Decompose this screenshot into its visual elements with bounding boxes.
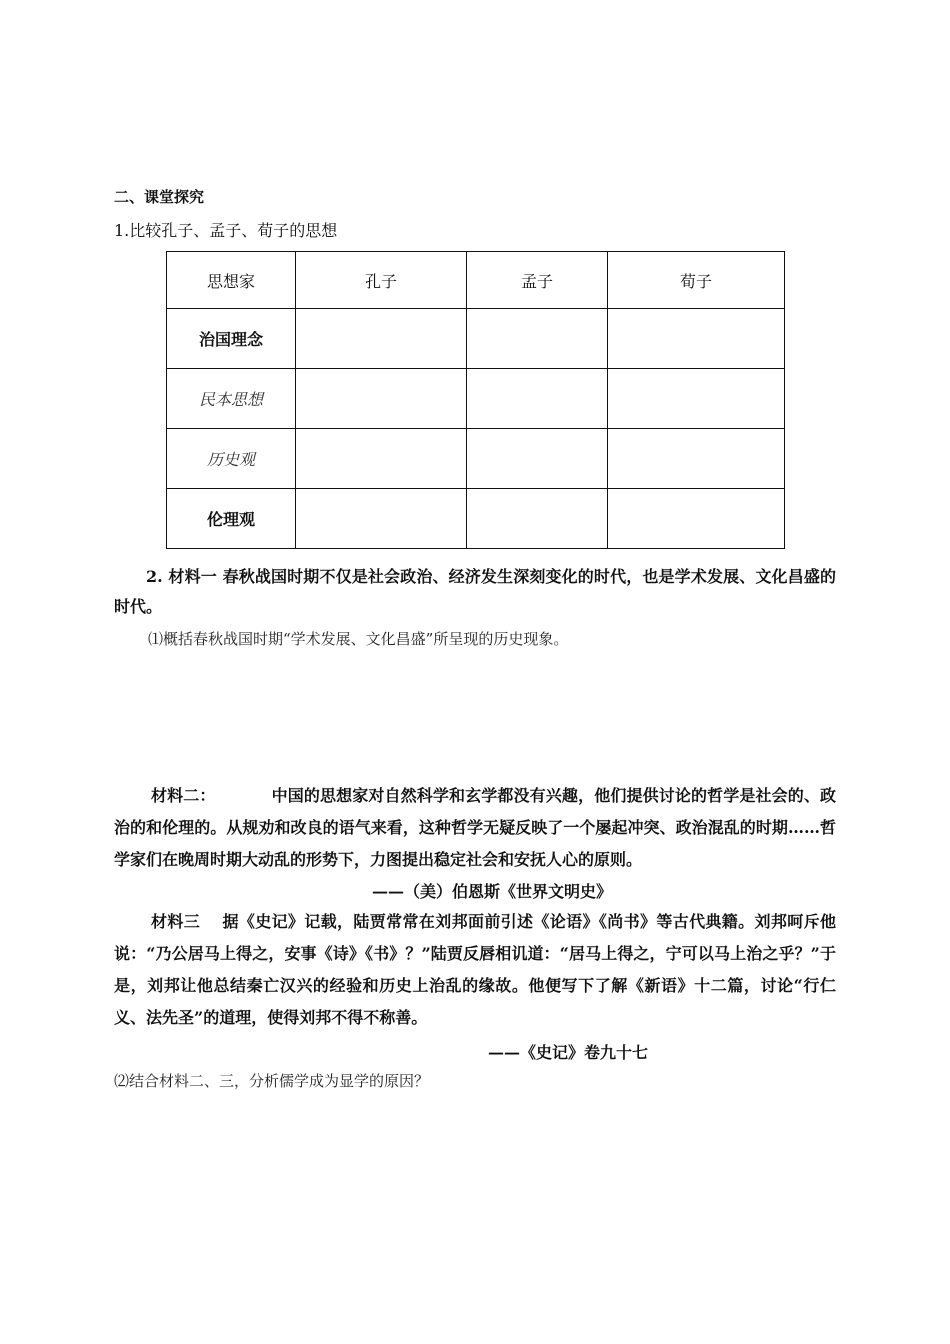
- answer-cell[interactable]: [467, 369, 608, 429]
- row-label-ethics: 伦理观: [167, 489, 296, 549]
- material-1-text: 春秋战国时期不仅是社会政治、经济发生深刻变化的时代，也是学术发展、文化昌盛的时代。: [114, 567, 836, 616]
- section-title: 二、课堂探究: [114, 188, 205, 206]
- material-2-paragraph: [114, 780, 836, 876]
- answer-cell[interactable]: [296, 429, 467, 489]
- table-header-row: [167, 252, 785, 309]
- material-3-source: ——《史记》卷九十七: [488, 1043, 649, 1062]
- answer-cell[interactable]: [608, 369, 785, 429]
- material-3-label: 材料三: [151, 912, 201, 931]
- answer-cell[interactable]: [608, 309, 785, 369]
- question-1-subquestion: ⑴概括春秋战国时期“学术发展、文化昌盛”所呈现的历史现象。: [148, 630, 569, 648]
- comparison-table: [166, 251, 785, 549]
- question-2-subquestion: ⑵结合材料二、三，分析儒学成为显学的原因？: [114, 1072, 430, 1090]
- answer-cell[interactable]: [467, 309, 608, 369]
- answer-cell[interactable]: [296, 489, 467, 549]
- material-1-number: 2.: [146, 567, 163, 586]
- answer-cell[interactable]: [296, 369, 467, 429]
- material-2-label: 材料二：: [151, 786, 216, 805]
- material-1-paragraph: [114, 562, 836, 622]
- header-cell-confucius: 孔子: [296, 252, 467, 309]
- answer-cell[interactable]: [467, 429, 608, 489]
- question-1-title: 1.比较孔子、孟子、荀子的思想: [114, 221, 338, 240]
- material-3-text: 据《史记》记载，陆贾常常在刘邦面前引述《论语》《尚书》等古代典籍。刘邦呵斥他说：“乃公居马上得之，安事《诗》《书》？”陆贾反唇相讥道：“居马上得之，宁可以马上治之乎？”于是，刘邦让他总结秦亡汉兴的经验和历史上治乱的缘故。他便写下了解《新语》十二篇，讨论“行仁义、法先圣”的道理，使得刘邦不得不称善。: [114, 912, 836, 1027]
- material-1-label: 材料一: [168, 567, 217, 586]
- answer-cell[interactable]: [608, 489, 785, 549]
- table-row: [167, 309, 785, 369]
- header-cell-thinker: 思想家: [167, 252, 296, 309]
- row-label-view-of-history: 历史观: [167, 429, 296, 489]
- header-cell-mencius: 孟子: [467, 252, 608, 309]
- table-row: [167, 369, 785, 429]
- table-row: [167, 429, 785, 489]
- row-label-governance: 治国理念: [167, 309, 296, 369]
- material-2-text: 中国的思想家对自然科学和玄学都没有兴趣，他们提供讨论的哲学是社会的、政治的和伦理的。从规劝和改良的语气来看，这种哲学无疑反映了一个屡起冲突、政治混乱的时期……哲学家们在晚周时期大动乱的形势下，力图提出稳定社会和安抚人心的原则。: [114, 786, 836, 869]
- answer-cell[interactable]: [608, 429, 785, 489]
- material-3-paragraph: [114, 906, 836, 1034]
- row-label-people-based: 民本思想: [167, 369, 296, 429]
- table-row: [167, 489, 785, 549]
- material-2-source: ——（美）伯恩斯《世界文明史》: [372, 882, 613, 901]
- answer-cell[interactable]: [296, 309, 467, 369]
- header-cell-xunzi: 荀子: [608, 252, 785, 309]
- answer-cell[interactable]: [467, 489, 608, 549]
